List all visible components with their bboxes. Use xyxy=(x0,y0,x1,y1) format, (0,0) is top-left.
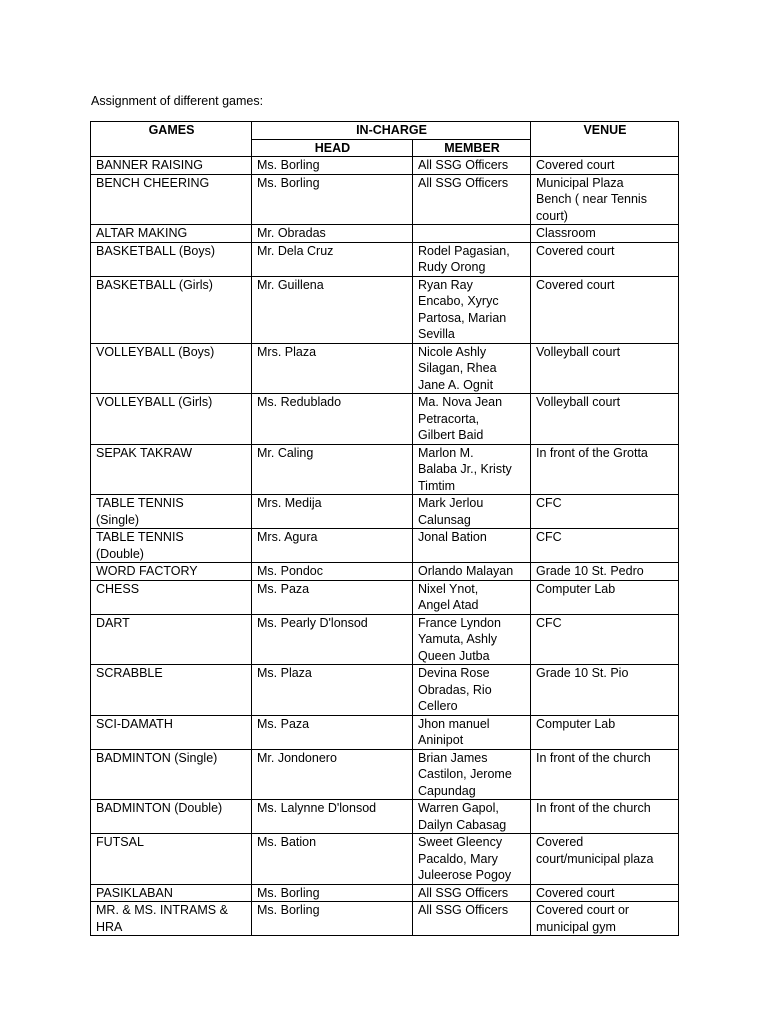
game-cell: FUTSAL xyxy=(91,834,252,885)
game-cell: DART xyxy=(91,614,252,665)
head-cell: Ms. Pondoc xyxy=(252,563,413,581)
game-cell: SCI-DAMATH xyxy=(91,715,252,749)
head-cell: Ms. Paza xyxy=(252,715,413,749)
head-cell: Mr. Dela Cruz xyxy=(252,242,413,276)
member-cell: France Lyndon Yamuta, Ashly Queen Jutba xyxy=(413,614,531,665)
head-cell: Ms. Pearly D'lonsod xyxy=(252,614,413,665)
header-row xyxy=(91,122,679,140)
game-cell: BADMINTON (Double) xyxy=(91,800,252,834)
game-cell: WORD FACTORY xyxy=(91,563,252,581)
venue-cell: Grade 10 St. Pio xyxy=(531,665,679,716)
head-cell: Ms. Redublado xyxy=(252,394,413,445)
member-cell: Mark Jerlou Calunsag xyxy=(413,495,531,529)
head-cell: Ms. Plaza xyxy=(252,665,413,716)
game-cell: PASIKLABAN xyxy=(91,884,252,902)
venue-cell: In front of the Grotta xyxy=(531,444,679,495)
head-cell: Mr. Guillena xyxy=(252,276,413,343)
head-cell: Mr. Caling xyxy=(252,444,413,495)
head-cell: Mr. Obradas xyxy=(252,225,413,243)
table-row xyxy=(91,394,679,445)
head-cell: Mr. Jondonero xyxy=(252,749,413,800)
table-row xyxy=(91,225,679,243)
games-assignment-table xyxy=(90,121,679,936)
head-cell: Ms. Borling xyxy=(252,174,413,225)
venue-cell: In front of the church xyxy=(531,749,679,800)
venue-cell: Volleyball court xyxy=(531,394,679,445)
member-cell: Nicole Ashly Silagan, Rhea Jane A. Ognit xyxy=(413,343,531,394)
table-row xyxy=(91,563,679,581)
venue-cell: Computer Lab xyxy=(531,580,679,614)
venue-cell: Municipal Plaza Bench ( near Tennis court) xyxy=(531,174,679,225)
game-cell: VOLLEYBALL (Boys) xyxy=(91,343,252,394)
table-row xyxy=(91,580,679,614)
game-cell: BASKETBALL (Girls) xyxy=(91,276,252,343)
header-in-charge: IN-CHARGE xyxy=(252,122,531,140)
table-row xyxy=(91,614,679,665)
table-row xyxy=(91,276,679,343)
table-row xyxy=(91,902,679,936)
member-cell: Devina Rose Obradas, Rio Cellero xyxy=(413,665,531,716)
head-cell: Ms. Paza xyxy=(252,580,413,614)
game-cell: BASKETBALL (Boys) xyxy=(91,242,252,276)
head-cell: Ms. Borling xyxy=(252,884,413,902)
venue-cell: Computer Lab xyxy=(531,715,679,749)
member-cell: Brian James Castilon, Jerome Capundag xyxy=(413,749,531,800)
member-cell: All SSG Officers xyxy=(413,174,531,225)
game-cell: SCRABBLE xyxy=(91,665,252,716)
table-row xyxy=(91,715,679,749)
header-head: HEAD xyxy=(252,139,413,157)
table-row xyxy=(91,749,679,800)
document-title: Assignment of different games: xyxy=(91,94,264,108)
venue-cell: Classroom xyxy=(531,225,679,243)
game-cell: CHESS xyxy=(91,580,252,614)
member-cell: Ma. Nova Jean Petracorta, Gilbert Baid xyxy=(413,394,531,445)
venue-cell: CFC xyxy=(531,614,679,665)
member-cell: Marlon M. Balaba Jr., Kristy Timtim xyxy=(413,444,531,495)
venue-cell: CFC xyxy=(531,495,679,529)
venue-cell: Covered court xyxy=(531,884,679,902)
venue-cell: CFC xyxy=(531,529,679,563)
table-row xyxy=(91,800,679,834)
member-cell: Jhon manuel Aninipot xyxy=(413,715,531,749)
venue-cell: Covered court xyxy=(531,242,679,276)
member-cell xyxy=(413,225,531,243)
member-cell: Sweet Gleency Pacaldo, Mary Juleerose Pogoy xyxy=(413,834,531,885)
game-cell: MR. & MS. INTRAMS & HRA xyxy=(91,902,252,936)
member-cell: Orlando Malayan xyxy=(413,563,531,581)
table-row xyxy=(91,884,679,902)
venue-cell: Covered court/municipal plaza xyxy=(531,834,679,885)
table-row xyxy=(91,174,679,225)
venue-cell: Covered court or municipal gym xyxy=(531,902,679,936)
head-cell: Mrs. Plaza xyxy=(252,343,413,394)
game-cell: BANNER RAISING xyxy=(91,157,252,175)
head-cell: Ms. Borling xyxy=(252,902,413,936)
head-cell: Mrs. Medija xyxy=(252,495,413,529)
game-cell: ALTAR MAKING xyxy=(91,225,252,243)
venue-cell: Covered court xyxy=(531,276,679,343)
table-row xyxy=(91,529,679,563)
head-cell: Ms. Borling xyxy=(252,157,413,175)
member-cell: Nixel Ynot, Angel Atad xyxy=(413,580,531,614)
member-cell: All SSG Officers xyxy=(413,157,531,175)
head-cell: Ms. Lalynne D'lonsod xyxy=(252,800,413,834)
member-cell: Ryan Ray Encabo, Xyryc Partosa, Marian Sevilla xyxy=(413,276,531,343)
venue-cell: Grade 10 St. Pedro xyxy=(531,563,679,581)
game-cell: TABLE TENNIS (Single) xyxy=(91,495,252,529)
table-row xyxy=(91,444,679,495)
table-body xyxy=(91,157,679,936)
member-cell: All SSG Officers xyxy=(413,884,531,902)
table-row xyxy=(91,665,679,716)
member-cell: Jonal Bation xyxy=(413,529,531,563)
table-row xyxy=(91,834,679,885)
table-row xyxy=(91,343,679,394)
game-cell: BENCH CHEERING xyxy=(91,174,252,225)
venue-cell: Covered court xyxy=(531,157,679,175)
table-row xyxy=(91,495,679,529)
head-cell: Ms. Bation xyxy=(252,834,413,885)
header-member: MEMBER xyxy=(413,139,531,157)
table-row xyxy=(91,242,679,276)
game-cell: BADMINTON (Single) xyxy=(91,749,252,800)
table-row xyxy=(91,157,679,175)
game-cell: TABLE TENNIS (Double) xyxy=(91,529,252,563)
game-cell: VOLLEYBALL (Girls) xyxy=(91,394,252,445)
member-cell: Warren Gapol, Dailyn Cabasag xyxy=(413,800,531,834)
header-venue: VENUE xyxy=(531,122,679,157)
game-cell: SEPAK TAKRAW xyxy=(91,444,252,495)
header-games: GAMES xyxy=(91,122,252,157)
head-cell: Mrs. Agura xyxy=(252,529,413,563)
member-cell: Rodel Pagasian, Rudy Orong xyxy=(413,242,531,276)
venue-cell: Volleyball court xyxy=(531,343,679,394)
member-cell: All SSG Officers xyxy=(413,902,531,936)
venue-cell: In front of the church xyxy=(531,800,679,834)
